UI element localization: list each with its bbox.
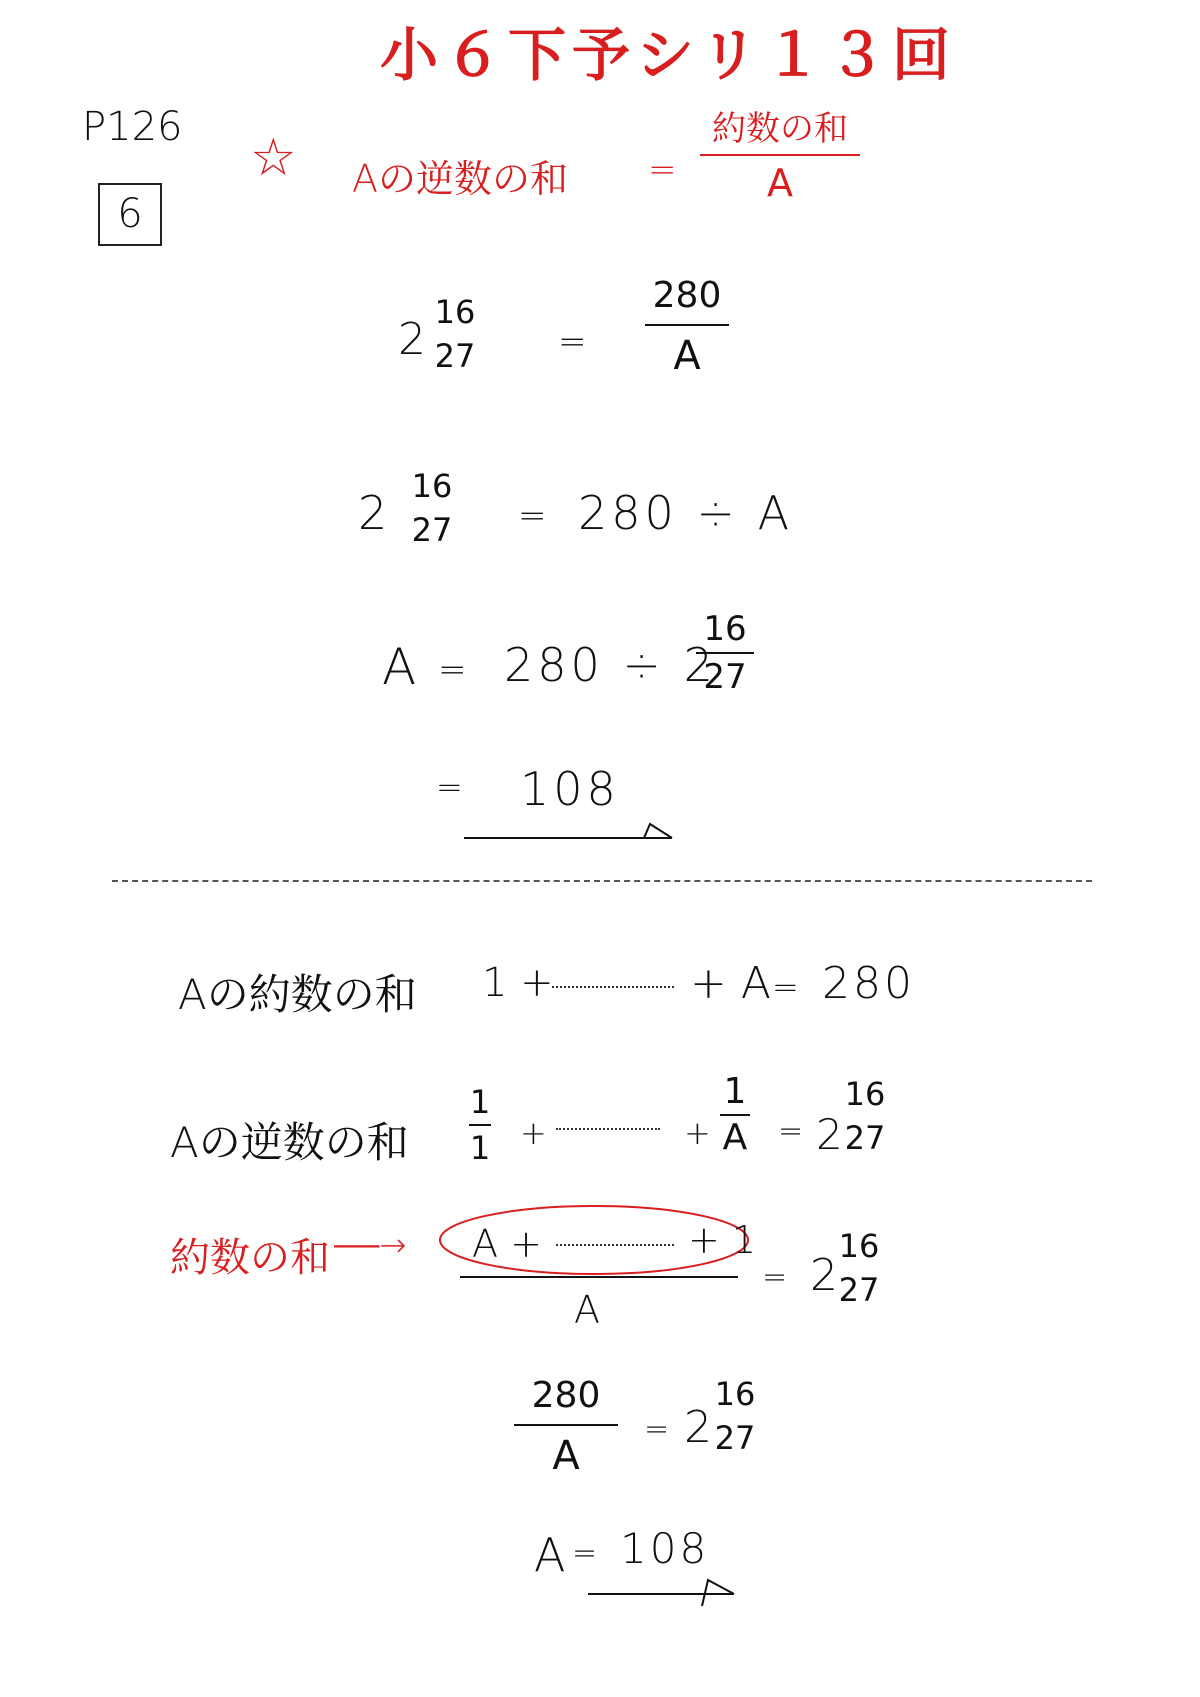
s1l4-answer: 108 — [520, 762, 620, 816]
s1l1-rbar — [645, 324, 729, 326]
reciprocal-equals: = — [778, 1114, 804, 1149]
s1-answer-underline — [460, 818, 680, 848]
combined-result-den: 27 — [838, 1271, 880, 1309]
s1l1-rhs-fraction — [645, 275, 729, 379]
s1l3-equals: = — [438, 650, 467, 690]
substituted-den: A — [552, 1433, 580, 1479]
page-title: 小６下予シリ１３回 — [380, 21, 957, 89]
question-number-box: 6 — [98, 183, 162, 246]
substituted-fraction — [514, 1375, 618, 1479]
substituted-bar — [514, 1424, 618, 1426]
divisor-sum-value: 280 — [822, 958, 915, 1009]
s1l1-num: 16 — [434, 293, 476, 331]
substituted-equals: = — [644, 1412, 670, 1447]
page-reference: P126 — [82, 104, 183, 150]
rule-equals: = — [648, 150, 677, 190]
reciprocal-result-num: 16 — [844, 1075, 886, 1113]
s1l1-den: 27 — [434, 337, 476, 375]
combined-start: A + — [472, 1222, 542, 1266]
rule-fraction-bar — [700, 154, 860, 156]
annotation-arrow: ──→ — [334, 1226, 407, 1264]
final-answer-underline — [584, 1568, 744, 1608]
divisor-sum-label: Aの約数の和 — [178, 970, 417, 1019]
rule-denominator: A — [767, 161, 793, 205]
reciprocal-sum-label: Aの逆数の和 — [170, 1118, 409, 1167]
s1l1-fraction — [428, 293, 482, 375]
divisor-sum-ellipsis — [552, 986, 674, 988]
s1l3-bar — [696, 652, 754, 654]
combined-whole: 2 — [810, 1250, 838, 1301]
s1l1-equals: = — [558, 322, 587, 362]
divisor-sum-end: + A — [690, 958, 771, 1009]
reciprocal-whole: 2 — [816, 1110, 843, 1159]
reciprocal-ellipsis — [556, 1128, 660, 1130]
combined-fraction-bar — [460, 1276, 738, 1278]
reciprocal-num2: 1 — [723, 1071, 747, 1112]
substituted-result-den: 27 — [714, 1419, 756, 1457]
annotation-label: 約数の和 — [170, 1235, 330, 1281]
final-answer: 108 — [620, 1524, 710, 1573]
reciprocal-plus2: + — [684, 1114, 711, 1152]
section-divider — [112, 880, 1092, 882]
s1l2-expr: 280 ÷ A — [578, 486, 794, 540]
final-lhs: A — [534, 1528, 566, 1582]
s1l2-den: 27 — [411, 511, 453, 549]
combined-denominator: A — [574, 1288, 600, 1332]
s1l4-equals: = — [436, 768, 463, 806]
substituted-whole: 2 — [684, 1402, 712, 1453]
final-equals: = — [572, 1536, 598, 1571]
s1l2-equals: = — [518, 496, 547, 536]
s1l1-rden: A — [673, 333, 701, 379]
reciprocal-den2: A — [722, 1117, 748, 1158]
divisor-sum-start: 1 + — [482, 960, 554, 1006]
reciprocal-result-fraction — [840, 1075, 890, 1157]
s1l3-expr: 280 ÷ 2 — [504, 638, 717, 692]
s1l3-num: 16 — [703, 609, 747, 649]
reciprocal-bar1 — [469, 1124, 491, 1126]
rule-lhs: Aの逆数の和 — [352, 157, 568, 201]
reciprocal-first-fraction — [468, 1083, 492, 1167]
combined-result-num: 16 — [838, 1227, 880, 1265]
rule-numerator: 約数の和 — [712, 109, 848, 149]
reciprocal-result-den: 27 — [844, 1119, 886, 1157]
divisor-sum-equals: = — [772, 968, 799, 1006]
s1l1-whole: 2 — [398, 314, 426, 365]
s1l1-rnum: 280 — [652, 275, 722, 316]
combined-ellipsis — [556, 1244, 674, 1246]
combined-equals: = — [762, 1260, 788, 1295]
s1l3-lhs: A — [382, 638, 417, 696]
combined-result-fraction — [834, 1227, 884, 1309]
star-icon: ☆ — [250, 128, 297, 188]
combined-end: + 1 — [688, 1218, 757, 1262]
s1l2-num: 16 — [411, 467, 453, 505]
s1l2-fraction — [405, 467, 459, 549]
substituted-result-num: 16 — [714, 1375, 756, 1413]
s1l3-fraction — [696, 609, 754, 697]
reciprocal-bar2 — [720, 1114, 750, 1116]
reciprocal-den1: 1 — [469, 1129, 491, 1167]
s1l2-whole: 2 — [358, 486, 388, 540]
reciprocal-last-fraction — [718, 1071, 752, 1158]
s1l3-den: 27 — [703, 657, 747, 697]
rule-fraction — [700, 109, 860, 205]
reciprocal-num1: 1 — [469, 1083, 491, 1121]
reciprocal-plus1: + — [520, 1114, 547, 1152]
substituted-result-fraction — [710, 1375, 760, 1457]
substituted-num: 280 — [531, 1375, 601, 1416]
